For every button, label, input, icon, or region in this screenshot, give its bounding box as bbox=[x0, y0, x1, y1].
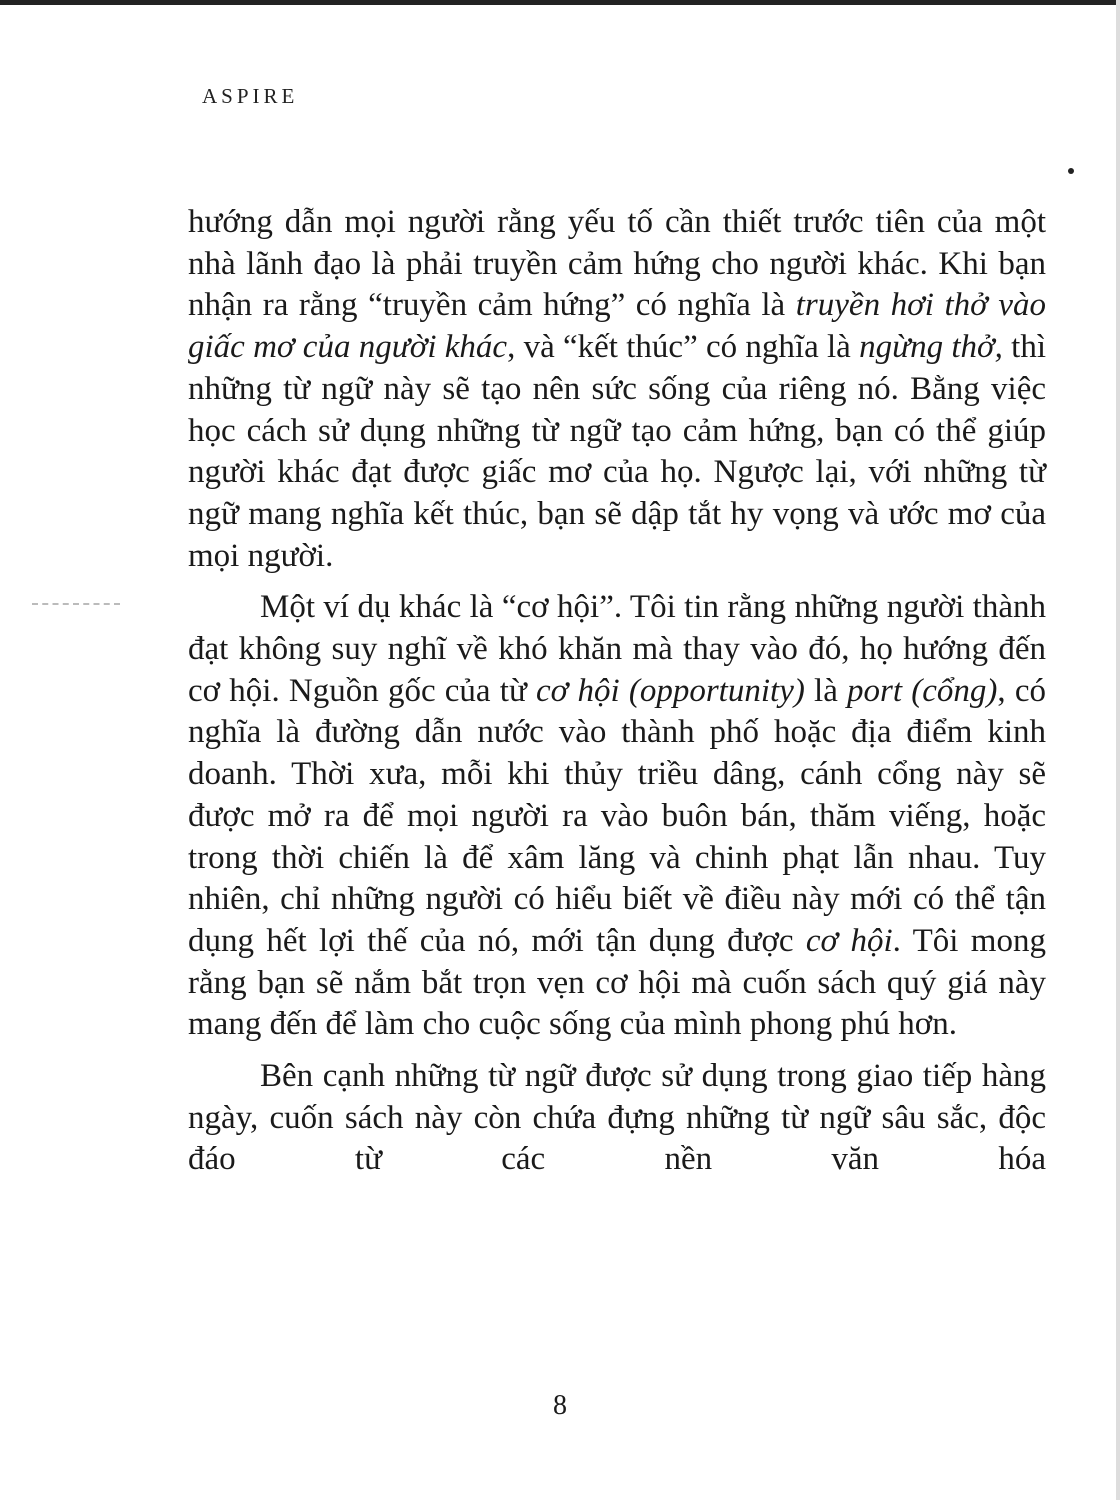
paragraph-1 bbox=[188, 202, 1046, 577]
top-edge-rule bbox=[0, 0, 1120, 5]
paragraph-3-run: Bên cạnh những từ ngữ được sử dụng trong giao tiếp hàng ngày, cuốn sách này còn chứa đựng những từ ngữ sâu sắc, độc đáo từ các nền văn hóa bbox=[188, 1058, 1046, 1178]
scan-artifact-line bbox=[32, 603, 120, 605]
paragraph-2-run: Một ví dụ khác là “cơ hội”. Tôi tin rằng những người thành đạt không suy nghĩ về khó khăn mà thay vào đó, họ hướng đến cơ hội. Nguồn gốc của từ bbox=[188, 589, 1046, 709]
paragraph-2-italic-run: cơ hội (opportunity) bbox=[536, 672, 805, 709]
paragraph-1-italic-run: ngừng thở, bbox=[859, 329, 1003, 366]
body-text bbox=[188, 202, 1046, 1181]
page-number: 8 bbox=[553, 1390, 567, 1421]
page-edge-shadow bbox=[1116, 0, 1120, 1500]
paragraph-2-run: , có nghĩa là đường dẫn nước vào thành phố hoặc địa điểm kinh doanh. Thời xưa, mỗi khi thủy triều dâng, cánh cổng này sẽ được mở ra để mọi người ra vào buôn bán, thăm viếng, hoặc trong thời chiến là để xâm lăng và chinh phạt lẫn nhau. Tuy nhiên, chỉ những người có hiểu biết về điều này mới có thể tận dụng hết lợi thế của nó, mới tận dụng được bbox=[188, 672, 1046, 959]
paragraph-2 bbox=[188, 587, 1046, 1046]
paragraph-1-run: , và “kết thúc” có nghĩa là bbox=[507, 329, 860, 366]
scan-speck bbox=[1068, 168, 1074, 174]
paragraph-2-italic-run: port (cổng) bbox=[847, 672, 998, 709]
paragraph-2-run: là bbox=[804, 672, 848, 709]
running-header: ASPIRE bbox=[202, 84, 299, 108]
paragraph-1-run: hướng dẫn mọi người rằng yếu tố cần thiết trước tiên của một nhà lãnh đạo là phải truyền cảm hứng cho người khác. Khi bạn nhận ra rằng “truyền cảm hứng” có nghĩa là bbox=[188, 204, 1046, 324]
paragraph-2-run: . Tôi mong rằng bạn sẽ nắm bắt trọn vẹn cơ hội mà cuốn sách quý giá này mang đến để làm cho cuộc sống của mình phong phú hơn. bbox=[188, 922, 1046, 1043]
paragraph-3 bbox=[188, 1056, 1046, 1181]
paragraph-1-run: thì những từ ngữ này sẽ tạo nên sức sống của riêng nó. Bằng việc học cách sử dụng những từ ngữ tạo cảm hứng, bạn có thể giúp người khác đạt được giấc mơ của họ. Ngược lại, với những từ ngữ mang nghĩa kết thúc, bạn sẽ dập tắt hy vọng và ước mơ của mọi người. bbox=[188, 329, 1047, 574]
paragraph-1-italic-run: truyền hơi thở vào giấc mơ của người khác bbox=[188, 287, 1046, 366]
paragraph-2-italic-run: cơ hội bbox=[805, 922, 893, 959]
